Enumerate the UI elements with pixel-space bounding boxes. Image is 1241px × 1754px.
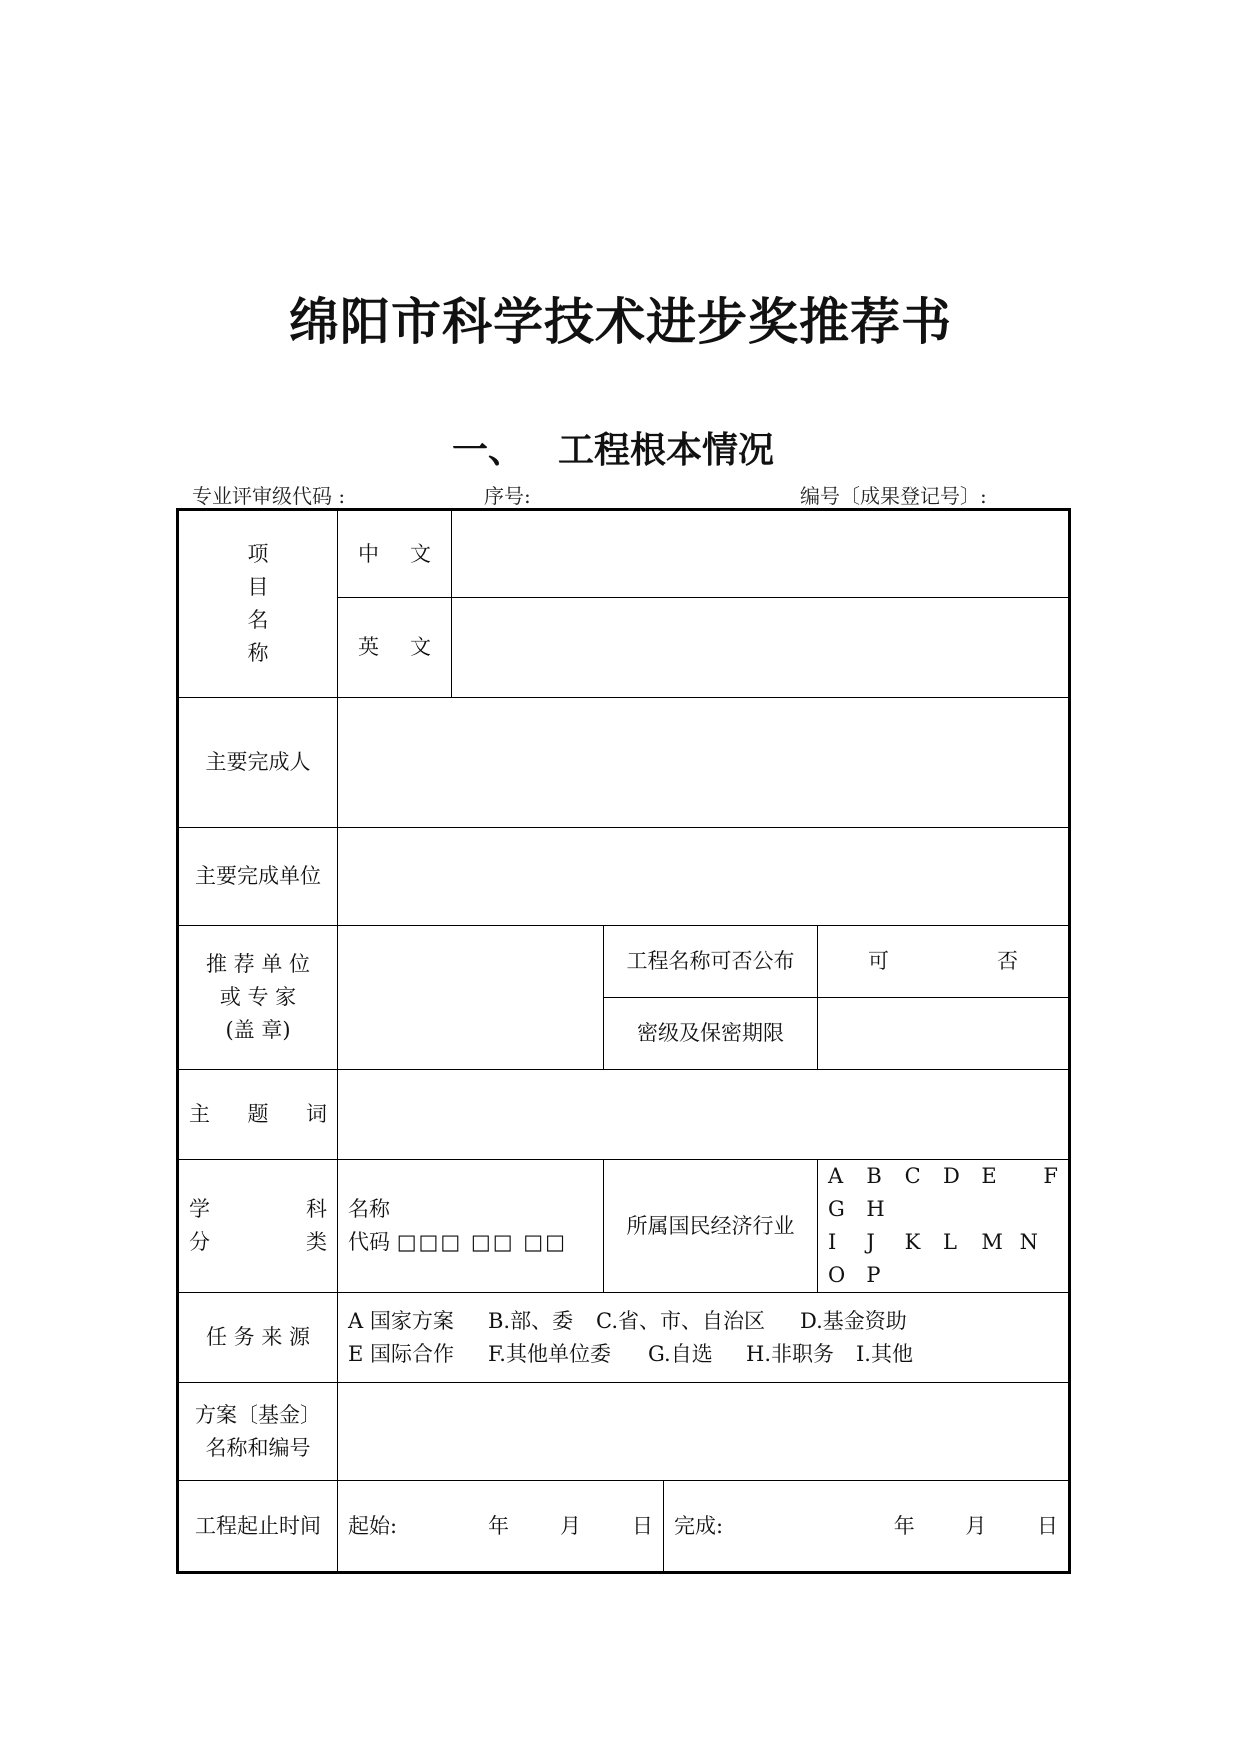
main-persons-label: 主要完成人	[178, 698, 338, 828]
industry-label: 所属国民经济行业	[604, 1160, 818, 1293]
keywords-label: 主 题 词	[178, 1070, 338, 1160]
publish-no[interactable]: 否	[997, 949, 1018, 973]
secret-level-field[interactable]	[818, 998, 1070, 1070]
main-persons-field[interactable]	[338, 698, 1070, 828]
end-date-field[interactable]: 完成: 年 月 日	[664, 1481, 1070, 1573]
discipline-name-code[interactable]	[338, 1160, 604, 1293]
publish-yes[interactable]: 可	[868, 949, 889, 973]
project-name-label: 项 目 名 称	[178, 510, 338, 698]
serial-number-label: 编号〔成果登记号〕:	[800, 484, 987, 508]
section-number: 一、	[452, 430, 525, 471]
english-name-field[interactable]	[452, 598, 1070, 698]
publish-choice[interactable]	[818, 926, 1070, 998]
start-date-field[interactable]: 起始: 年 月 日	[338, 1481, 664, 1573]
main-units-field[interactable]	[338, 828, 1070, 926]
recommender-field[interactable]	[338, 926, 604, 1070]
section-heading	[452, 422, 774, 473]
code-boxes[interactable]: □□□ □□ □□	[396, 1230, 567, 1254]
recommender-label: 推 荐 单 位 或 专 家 (盖 章)	[178, 926, 338, 1070]
main-units-label: 主要完成单位	[178, 828, 338, 926]
review-code-label: 专业评审级代码 :	[192, 484, 346, 508]
plan-label: 方案〔基金〕 名称和编号	[178, 1383, 338, 1481]
secret-level-label: 密级及保密期限	[604, 998, 818, 1070]
task-source-label: 任 务 来 源	[178, 1293, 338, 1383]
period-label: 工程起止时间	[178, 1481, 338, 1573]
keywords-field[interactable]	[338, 1070, 1070, 1160]
section-name: 工程根本情况	[558, 430, 775, 471]
chinese-name-field[interactable]	[452, 510, 1070, 598]
project-info-table	[176, 508, 1071, 1574]
english-name-label: 英 文	[338, 598, 452, 698]
document-title: 绵阳市科学技术进步奖推荐书	[289, 293, 952, 351]
plan-field[interactable]	[338, 1383, 1070, 1481]
task-source-options[interactable]: A 国家方案 B.部、委 C.省、市、自治区 D.基金资助 E 国际合作 F.其他单位委 G.自选 H.非职务 I.其他	[338, 1293, 1070, 1383]
sequence-label: 序号:	[484, 484, 531, 508]
industry-options[interactable]: A B C D E F G H I J K L M N O P	[818, 1160, 1070, 1293]
discipline-name-label: 名称	[348, 1197, 390, 1221]
publish-label: 工程名称可否公布	[604, 926, 818, 998]
discipline-label: 学 科 分 类	[178, 1160, 338, 1293]
discipline-code-label: 代码	[348, 1230, 390, 1254]
chinese-name-label: 中 文	[338, 510, 452, 598]
